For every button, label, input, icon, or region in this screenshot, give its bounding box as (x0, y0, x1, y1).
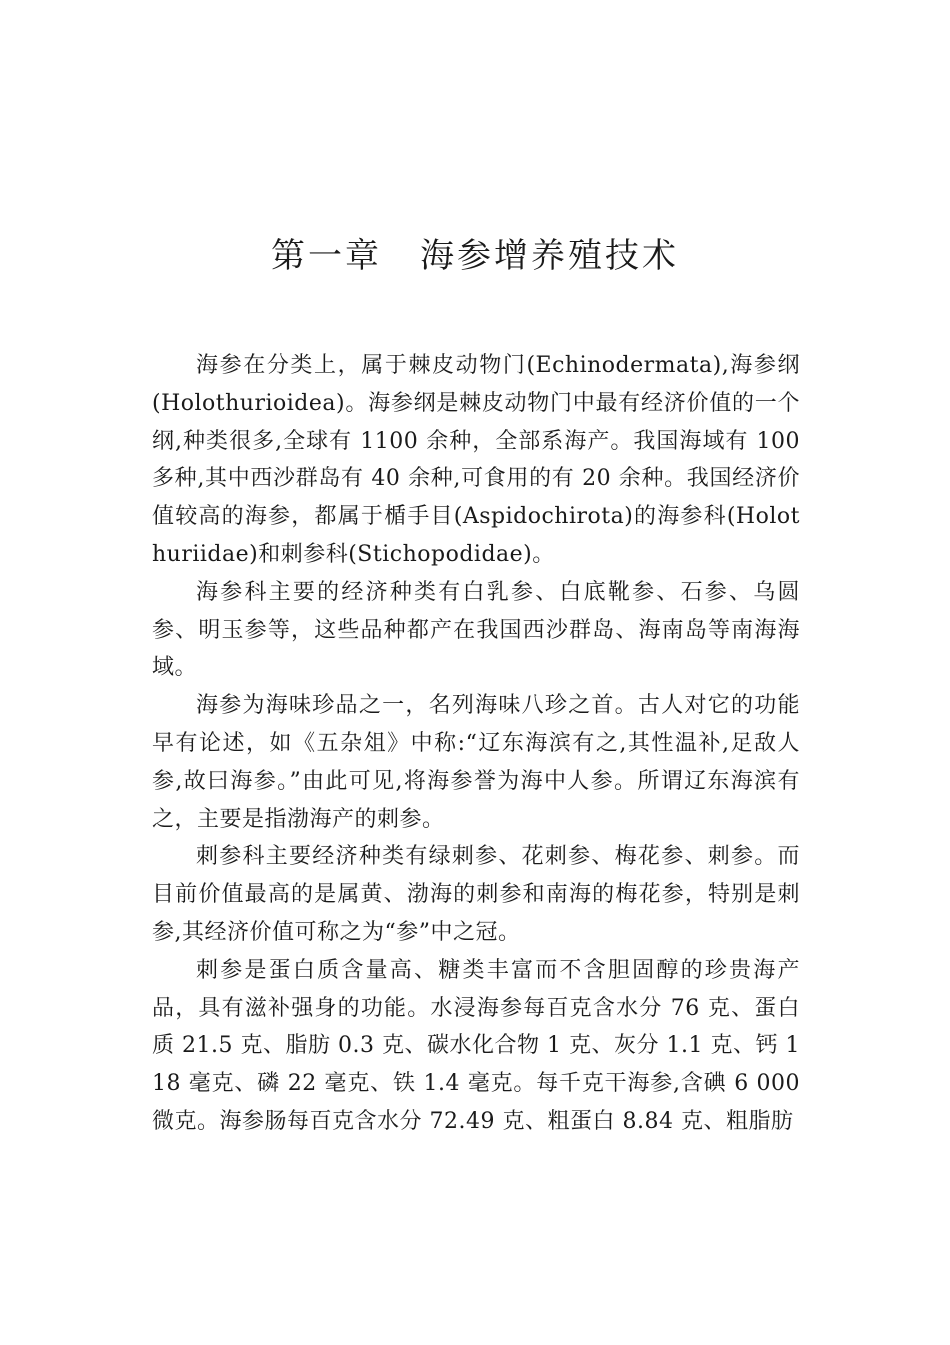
paragraph-3: 海参为海味珍品之一，名列海味八珍之首。古人对它的功能早有论述，如《五杂俎》中称:“辽东海滨有之,其性温补,足敌人参,故曰海参。”由此可见,将海参誉为海中人参。所谓辽东海滨有之，主要是指渤海产的刺参。 (152, 693, 800, 832)
chapter-heading (0, 228, 950, 277)
chapter-body (152, 347, 800, 1141)
paragraph-5: 刺参是蛋白质含量高、糖类丰富而不含胆固醇的珍贵海产品，具有滋补强身的功能。水浸海参每百克含水分 76 克、蛋白质 21.5 克、脂肪 0.3 克、碳水化合物 1 克、灰分 1.1 克、钙 118 毫克、磷 22 毫克、铁 1.4 毫克。每千克干海参,含碘 6 000 微克。海参肠每百克含水分 72.49 克、粗蛋白 8.84 克、粗脂肪 (152, 957, 800, 1134)
chapter-number: 第一章 (271, 236, 382, 276)
paragraph-4: 刺参科主要经济种类有绿刺参、花刺参、梅花参、刺参。而目前价值最高的是属黄、渤海的刺参和南海的梅花参，特别是刺参,其经济价值可称之为“参”中之冠。 (152, 844, 800, 945)
paragraph-2: 海参科主要的经济种类有白乳参、白底靴参、石参、乌圆参、明玉参等，这些品种都产在我国西沙群岛、海南岛等南海海域。 (152, 579, 800, 681)
paragraph-1: 海参在分类上，属于棘皮动物门(Echinodermata),海参纲(Holothurioidea)。海参纲是棘皮动物门中最有经济价值的一个纲,种类很多,全球有 1100 余种，全部系海产。我国海域有 100 多种,其中西沙群岛有 40 余种,可食用的有 20 余种。我国经济价值较高的海参，都属于楯手目(Aspidochirota)的海参科(Holothuriidae)和刺参科(Stichopodidae)。 (152, 353, 800, 567)
chapter-title: 海参增养殖技术 (420, 236, 679, 276)
